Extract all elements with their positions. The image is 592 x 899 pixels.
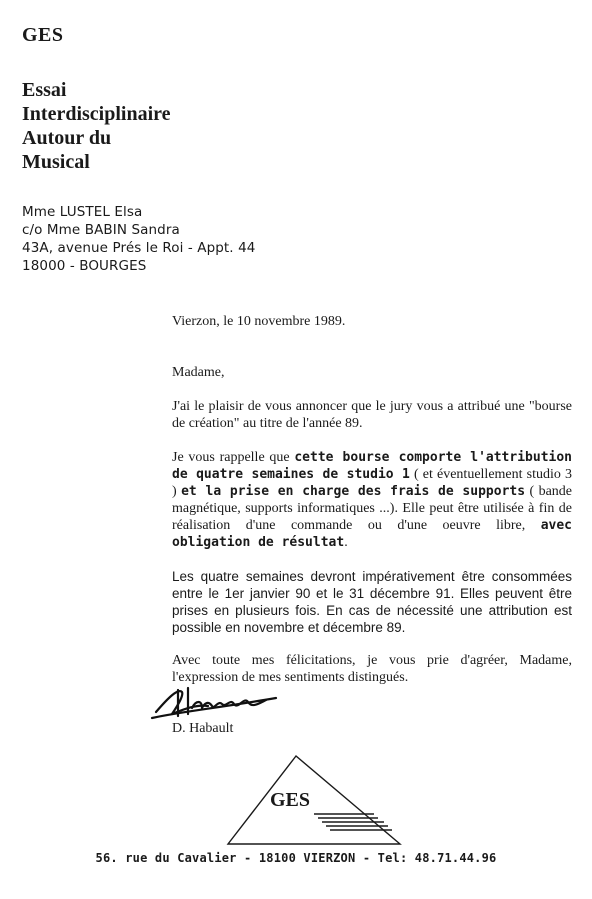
bold-text: avec obligation de résultat: [172, 518, 572, 550]
logo-text: GES: [270, 789, 311, 811]
title-line: Musical: [22, 151, 90, 173]
handwritten-signature: [148, 678, 288, 726]
signer-name: D. Habault: [172, 721, 234, 736]
address-line: c/o Mme BABIN Sandra: [22, 222, 180, 238]
letter-date: Vierzon, le 10 novembre 1989.: [172, 314, 346, 329]
paragraph-terms: [172, 449, 572, 551]
letterhead-org: GES: [22, 24, 64, 46]
address-line: 43A, avenue Prés le Roi - Appt. 44: [22, 240, 256, 256]
footer-address: 56. rue du Cavalier - 18100 VIERZON - Tel: 48.71.44.96: [95, 851, 497, 865]
letterhead-title: [22, 78, 171, 174]
text-run: Je vous rappelle que: [172, 450, 295, 465]
text-run: ( et éventuellement studio 3 ): [172, 467, 572, 499]
paragraph-closing: Avec toute mes félicitations, je vous prie d'agréer, Madame, l'expression de mes sentiments distingués.: [172, 653, 572, 685]
text-run: .: [344, 535, 348, 550]
ges-triangle-logo: [224, 752, 404, 848]
title-line: Interdisciplinaire: [22, 103, 171, 125]
salutation: Madame,: [172, 365, 225, 380]
address-line: Mme LUSTEL Elsa: [22, 204, 143, 220]
text-run: ( bande magnétique, supports informatiques ...). Elle peut être utilisée à fin de réalisation d'une commande ou d'une oeuvre libre,: [172, 484, 573, 533]
bold-text: cette bourse comporte l'attribution de quatre semaines de studio 1: [172, 450, 572, 482]
address-line: 18000 - BOURGES: [22, 258, 147, 274]
recipient-address: [22, 203, 255, 275]
title-line: Autour du: [22, 127, 112, 149]
bold-text: et la prise en charge des frais de supports: [181, 484, 526, 499]
title-line: Essai: [22, 79, 67, 101]
paragraph-announcement: J'ai le plaisir de vous annoncer que le jury vous a attribué une "bourse de création" au titre de l'année 89.: [172, 399, 572, 431]
paragraph-schedule: Les quatre semaines devront impérativement être consommées entre le 1er janvier 90 et le 31 décembre 91. Elles peuvent être prises en plusieurs fois. En cas de nécessité une attribution est possible en novembre et décembre 89.: [172, 569, 572, 635]
